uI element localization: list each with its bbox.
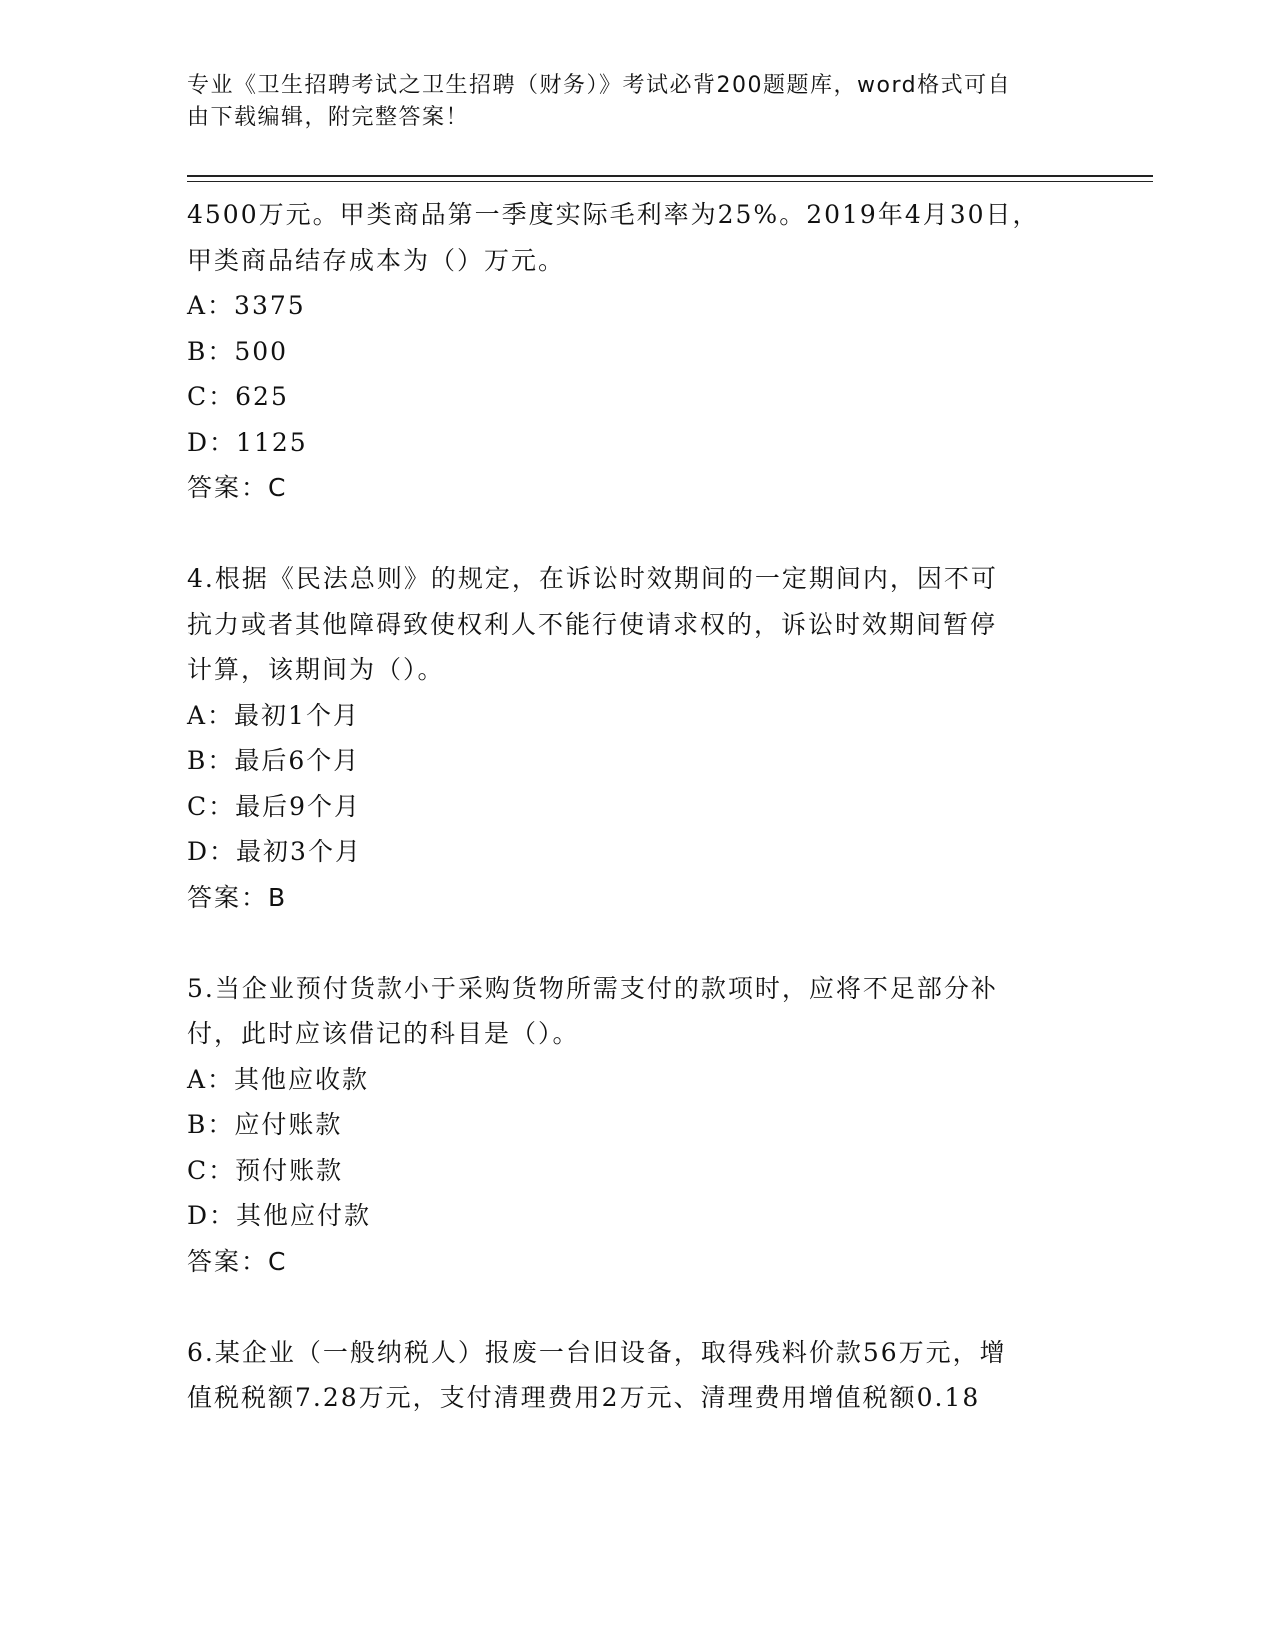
option-b: B：500 — [187, 336, 289, 366]
question-5 — [187, 966, 1087, 1285]
option-b: B：最后6个月 — [187, 746, 361, 775]
option-a: A：其他应收款 — [187, 1064, 370, 1094]
question-stem-line: 5.当企业预付货款小于采购货物所需支付的款项时，应将不足部分补 — [187, 973, 998, 1003]
question-6 — [187, 1330, 1087, 1421]
question-stem-line: 4500万元。甲类商品第一季度实际毛利率为25%。2019年4月30日， — [187, 200, 1040, 229]
spacer — [187, 511, 1087, 557]
spacer — [187, 920, 1087, 966]
option-c: C：预付账款 — [187, 1155, 344, 1185]
answer-line: 答案：C — [187, 1246, 288, 1276]
header-title-line-2: 由下载编辑，附完整答案！ — [187, 105, 470, 130]
header-rule-thin — [187, 181, 1153, 182]
spacer — [187, 1284, 1087, 1330]
question-3 — [187, 192, 1087, 511]
question-stem-line: 计算，该期间为（）。 — [187, 655, 445, 684]
question-stem-line: 6.某企业（一般纳税人）报废一台旧设备，取得残料价款56万元，增 — [187, 1337, 1007, 1367]
answer-line: 答案：C — [187, 473, 288, 502]
header-rule-thick — [187, 175, 1153, 177]
option-d: D：最初3个月 — [187, 837, 362, 866]
question-4 — [187, 556, 1087, 920]
question-stem-line: 4.根据《民法总则》的规定，在诉讼时效期间的一定期间内，因不可 — [187, 564, 998, 593]
document-header — [187, 70, 1067, 134]
option-d: D：1125 — [187, 427, 308, 457]
question-content — [187, 192, 1087, 1421]
option-a: A：3375 — [187, 291, 306, 320]
option-c: C：625 — [187, 382, 289, 411]
answer-line: 答案：B — [187, 882, 288, 912]
question-stem-line: 抗力或者其他障碍致使权利人不能行使请求权的，诉讼时效期间暂停 — [187, 609, 998, 639]
question-stem-line: 值税税额7.28万元，支付清理费用2万元、清理费用增值税额0.18 — [187, 1383, 981, 1412]
option-d: D：其他应付款 — [187, 1201, 372, 1230]
option-c: C：最后9个月 — [187, 791, 362, 821]
question-stem-line: 甲类商品结存成本为（）万元。 — [187, 245, 566, 275]
option-a: A：最初1个月 — [187, 700, 360, 730]
option-b: B：应付账款 — [187, 1110, 343, 1139]
question-stem-line: 付，此时应该借记的科目是（）。 — [187, 1019, 580, 1048]
header-title-line-1: 专业《卫生招聘考试之卫生招聘（财务）》考试必背200题题库，word格式可自 — [187, 73, 1012, 98]
